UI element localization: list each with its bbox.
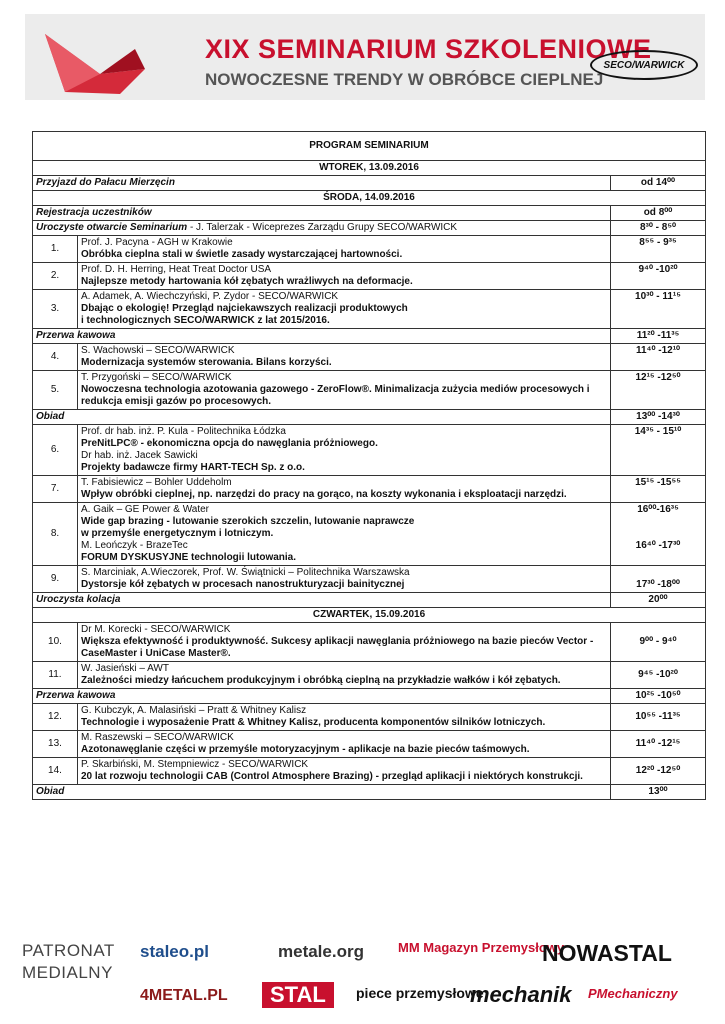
talk-speaker: M. Raszewski – SECO/WARWICK bbox=[81, 732, 234, 743]
talk-number: 7. bbox=[33, 476, 78, 503]
talk-row bbox=[33, 371, 706, 410]
talk-number: 10. bbox=[33, 623, 78, 662]
talk-row bbox=[33, 704, 706, 731]
talk-row bbox=[33, 662, 706, 689]
talk-title: Nowoczesna technologia azotowania gazowego - ZeroFlow®. Minimalizacja zużycia mediów procesowych i redukcja emisji gazów po procesowych. bbox=[81, 384, 590, 407]
talk-title: Modernizacja systemów sterowania. Bilans korzyści. bbox=[81, 357, 332, 368]
talk-time bbox=[611, 236, 706, 263]
talk-title: Najlepsze metody hartowania kół zębatych wrażliwych na deformacje. bbox=[81, 276, 413, 287]
talk-time bbox=[611, 290, 706, 329]
break-time: 10²⁵ -10⁵⁰ bbox=[611, 689, 706, 704]
talk-speaker: S. Wachowski – SECO/WARWICK bbox=[81, 345, 235, 356]
schedule-break-row bbox=[33, 410, 706, 425]
opening-lead: Uroczyste otwarcie Seminarium bbox=[36, 222, 188, 233]
talk-row bbox=[33, 290, 706, 329]
talk-time-value: 9⁴⁵ -10²⁰ bbox=[638, 669, 678, 680]
talk-number: 5. bbox=[33, 371, 78, 410]
talk-speaker: P. Skarbiński, M. Stempniewicz - SECO/WARWICK bbox=[81, 759, 309, 770]
talk-speaker: S. Marciniak, A.Wieczorek, Prof. W. Świątnicki – Politechnika Warszawska bbox=[81, 567, 410, 578]
talk-row bbox=[33, 344, 706, 371]
talk-row bbox=[33, 476, 706, 503]
break-label: Obiad bbox=[33, 785, 611, 800]
talk-number: 11. bbox=[33, 662, 78, 689]
day-header: ŚRODA, 14.09.2016 bbox=[33, 191, 706, 206]
talk-title: Dbając o ekologię! Przegląd najciekawszych realizacji produktowych bbox=[81, 303, 408, 314]
talk-speaker: G. Kubczyk, A. Malasiński – Pratt & Whitney Kalisz bbox=[81, 705, 307, 716]
talk-cell bbox=[78, 263, 611, 290]
talk-cell bbox=[78, 476, 611, 503]
nowastal-logo: NOWASTAL bbox=[542, 940, 672, 966]
talk-number: 14. bbox=[33, 758, 78, 785]
talk-cell bbox=[78, 344, 611, 371]
talk-speaker: Dr M. Korecki - SECO/WARWICK bbox=[81, 624, 231, 635]
break-label: Przyjazd do Pałacu Mierzęcin bbox=[33, 176, 611, 191]
talk-cell bbox=[78, 758, 611, 785]
talk-speaker: W. Jasieński – AWT bbox=[81, 663, 169, 674]
break-time: od 14⁰⁰ bbox=[611, 176, 706, 191]
talk-time-value: 10⁵⁵ -11³⁵ bbox=[635, 711, 681, 722]
program-title: PROGRAM SEMINARIUM bbox=[33, 132, 706, 161]
break-label: Przerwa kawowa bbox=[33, 689, 611, 704]
break-time: 20⁰⁰ bbox=[611, 593, 706, 608]
schedule-break-row bbox=[33, 689, 706, 704]
talk-time-value: 16⁰⁰-16³⁵ bbox=[637, 504, 679, 515]
talk-time bbox=[611, 704, 706, 731]
talk-time-value: 9⁴⁰ -10²⁰ bbox=[638, 264, 678, 275]
metale-logo: metale.org bbox=[278, 942, 364, 961]
talk-row bbox=[33, 503, 706, 566]
break-label: Przerwa kawowa bbox=[33, 329, 611, 344]
talk-time bbox=[611, 476, 706, 503]
talk-time bbox=[611, 503, 706, 566]
talk-time bbox=[611, 263, 706, 290]
talk-time-value: 11⁴⁰ -12¹⁵ bbox=[635, 738, 681, 749]
talk-title: Projekty badawcze firmy HART-TECH Sp. z o.o. bbox=[81, 462, 305, 473]
header-banner bbox=[25, 14, 705, 100]
break-time: 13⁰⁰ bbox=[611, 785, 706, 800]
talk-number: 4. bbox=[33, 344, 78, 371]
talk-number: 1. bbox=[33, 236, 78, 263]
talk-time-value-2: 16⁴⁰ -17³⁰ bbox=[635, 540, 681, 551]
talk-cell bbox=[78, 371, 611, 410]
seminar-title: XIX SEMINARIUM SZKOLENIOWE bbox=[205, 34, 652, 64]
talk-time bbox=[611, 623, 706, 662]
talk-cell bbox=[78, 731, 611, 758]
day-header-row bbox=[33, 191, 706, 206]
talk-cell bbox=[78, 425, 611, 476]
seminar-subtitle: NOWOCZESNE TRENDY W OBRÓBCE CIEPLNEJ bbox=[205, 70, 604, 89]
talk-row bbox=[33, 236, 706, 263]
talk-speaker: Prof. J. Pacyna - AGH w Krakowie bbox=[81, 237, 233, 248]
talk-number: 6. bbox=[33, 425, 78, 476]
talk-row bbox=[33, 731, 706, 758]
talk-number: 8. bbox=[33, 503, 78, 566]
talk-time-value: 10³⁰ - 11¹⁵ bbox=[635, 291, 681, 302]
talk-time-value: 9⁰⁰ - 9⁴⁰ bbox=[639, 636, 677, 647]
break-time: 11²⁰ -11³⁵ bbox=[611, 329, 706, 344]
staleo-logo: staleo.pl bbox=[140, 942, 209, 961]
paper-boat-icon bbox=[25, 14, 175, 100]
talk-time bbox=[611, 758, 706, 785]
opening-speaker: - J. Talerzak - Wiceprezes Zarządu Grupy SECO/WARWICK bbox=[187, 222, 458, 233]
talk-cell bbox=[78, 290, 611, 329]
talk-time bbox=[611, 731, 706, 758]
talk-row bbox=[33, 566, 706, 593]
talk-time bbox=[611, 662, 706, 689]
talk-time bbox=[611, 344, 706, 371]
talk-title: i technologicznych SECO/WARWICK z lat 2015/2016. bbox=[81, 315, 330, 326]
talk-speaker: Dr hab. inż. Jacek Sawicki bbox=[81, 450, 198, 461]
seco-warwick-logo: SECO/WARWICK bbox=[590, 50, 698, 80]
talk-cell bbox=[78, 704, 611, 731]
talk-title: Wide gap brazing - lutowanie szerokich szczelin, lutowanie naprawcze bbox=[81, 516, 415, 527]
opening-time: 8³⁰ - 8⁵⁰ bbox=[611, 221, 706, 236]
talk-cell bbox=[78, 236, 611, 263]
przeglad-mechaniczny-logo: PMechaniczny bbox=[588, 986, 678, 1001]
opening-row bbox=[33, 221, 706, 236]
talk-number: 9. bbox=[33, 566, 78, 593]
talk-speaker: M. Leończyk - BrazeTec bbox=[81, 540, 188, 551]
talk-time-value: 17³⁰ -18⁰⁰ bbox=[636, 579, 680, 590]
talk-row bbox=[33, 623, 706, 662]
talk-title: Technologie i wyposażenie Pratt & Whitney Kalisz, producenta komponentów silników lotniczych. bbox=[81, 717, 546, 728]
talk-row bbox=[33, 758, 706, 785]
talk-number: 3. bbox=[33, 290, 78, 329]
break-label: Rejestracja uczestników bbox=[33, 206, 611, 221]
schedule-break-row bbox=[33, 176, 706, 191]
talk-row bbox=[33, 263, 706, 290]
day-header-row bbox=[33, 608, 706, 623]
talk-time-value: 12²⁰ -12⁵⁰ bbox=[635, 765, 681, 776]
talk-speaker: T. Przygoński – SECO/WARWICK bbox=[81, 372, 232, 383]
talk-cell bbox=[78, 623, 611, 662]
talk-time bbox=[611, 566, 706, 593]
talk-number: 12. bbox=[33, 704, 78, 731]
break-label: Uroczysta kolacja bbox=[33, 593, 611, 608]
mechanik-logo: mechanik bbox=[470, 982, 572, 1007]
program-title-row bbox=[33, 132, 706, 161]
talk-time-value: 12¹⁵ -12⁵⁰ bbox=[635, 372, 681, 383]
magazyn-przemyslowy-logo: MM Magazyn Przemysłowy bbox=[398, 940, 565, 955]
talk-time-value: 15¹⁵ -15⁵⁵ bbox=[635, 477, 681, 488]
talk-title: Zależności miedzy łańcuchem produkcyjnym i obróbką cieplną na przykładzie wałków i kół zębatych. bbox=[81, 675, 561, 686]
talk-speaker: A. Gaik – GE Power & Water bbox=[81, 504, 210, 515]
opening-cell bbox=[33, 221, 611, 236]
day-header: WTOREK, 13.09.2016 bbox=[33, 161, 706, 176]
talk-cell bbox=[78, 662, 611, 689]
schedule-break-row bbox=[33, 785, 706, 800]
schedule-break-row bbox=[33, 206, 706, 221]
break-time: 13⁰⁰ -14³⁰ bbox=[611, 410, 706, 425]
talk-time-value: 8⁵⁵ - 9³⁵ bbox=[639, 237, 677, 248]
program-table bbox=[32, 131, 706, 800]
talk-time-value: 14³⁵ - 15¹⁰ bbox=[634, 426, 682, 437]
talk-title: w przemyśle energetycznym i lotniczym. bbox=[81, 528, 274, 539]
talk-title: Obróbka cieplna stali w świetle zasady wystarczającej hartowności. bbox=[81, 249, 403, 260]
talk-speaker: Prof. D. H. Herring, Heat Treat Doctor USA bbox=[81, 264, 272, 275]
talk-cell bbox=[78, 566, 611, 593]
talk-time bbox=[611, 371, 706, 410]
schedule-break-row bbox=[33, 593, 706, 608]
talk-title: FORUM DYSKUSYJNE technologii lutowania. bbox=[81, 552, 297, 563]
talk-title: Dystorsje kół zębatych w procesach nanostrukturyzacji bainitycznej bbox=[81, 579, 405, 590]
talk-speaker: Prof. dr hab. inż. P. Kula - Politechnika Łódzka bbox=[81, 426, 286, 437]
day-header: CZWARTEK, 15.09.2016 bbox=[33, 608, 706, 623]
talk-cell bbox=[78, 503, 611, 566]
talk-title: Wpływ obróbki cieplnej, np. narzędzi do pracy na gorąco, na koszty wykonania i eksploatacji narzędzi. bbox=[81, 489, 567, 500]
piece-przemyslowe-logo: piece przemysłowe bbox=[356, 985, 484, 1001]
talk-time bbox=[611, 425, 706, 476]
talk-row bbox=[33, 425, 706, 476]
talk-number: 13. bbox=[33, 731, 78, 758]
day-header-row bbox=[33, 161, 706, 176]
schedule-break-row bbox=[33, 329, 706, 344]
talk-time-value: 11⁴⁰ -12¹⁰ bbox=[635, 345, 681, 356]
footer-sponsors bbox=[0, 920, 725, 1024]
talk-title: Azotonawęglanie części w przemyśle motoryzacyjnym - aplikacje na bazie pieców taśmowych. bbox=[81, 744, 530, 755]
stal-logo: STAL bbox=[262, 982, 334, 1008]
patronat-label: PATRONAT MEDIALNY bbox=[22, 941, 115, 982]
talk-title: Większa efektywność i produktywność. Sukcesy aplikacji nawęglania próżniowego na bazie pieców Vector - CaseMaster i UniCase Master®. bbox=[81, 636, 594, 659]
4metal-logo: 4METAL.PL bbox=[140, 987, 228, 1004]
break-label: Obiad bbox=[33, 410, 611, 425]
break-time: od 8⁰⁰ bbox=[611, 206, 706, 221]
talk-title: PreNitLPC® - ekonomiczna opcja do nawęglania próżniowego. bbox=[81, 438, 378, 449]
talk-speaker: T. Fabisiewicz – Bohler Uddeholm bbox=[81, 477, 232, 488]
talk-title: 20 lat rozwoju technologii CAB (Control Atmosphere Brazing) - przegląd aplikacji i niektórych konstrukcji. bbox=[81, 771, 583, 782]
talk-speaker: A. Adamek, A. Wiechczyński, P. Zydor - SECO/WARWICK bbox=[81, 291, 339, 302]
talk-number: 2. bbox=[33, 263, 78, 290]
